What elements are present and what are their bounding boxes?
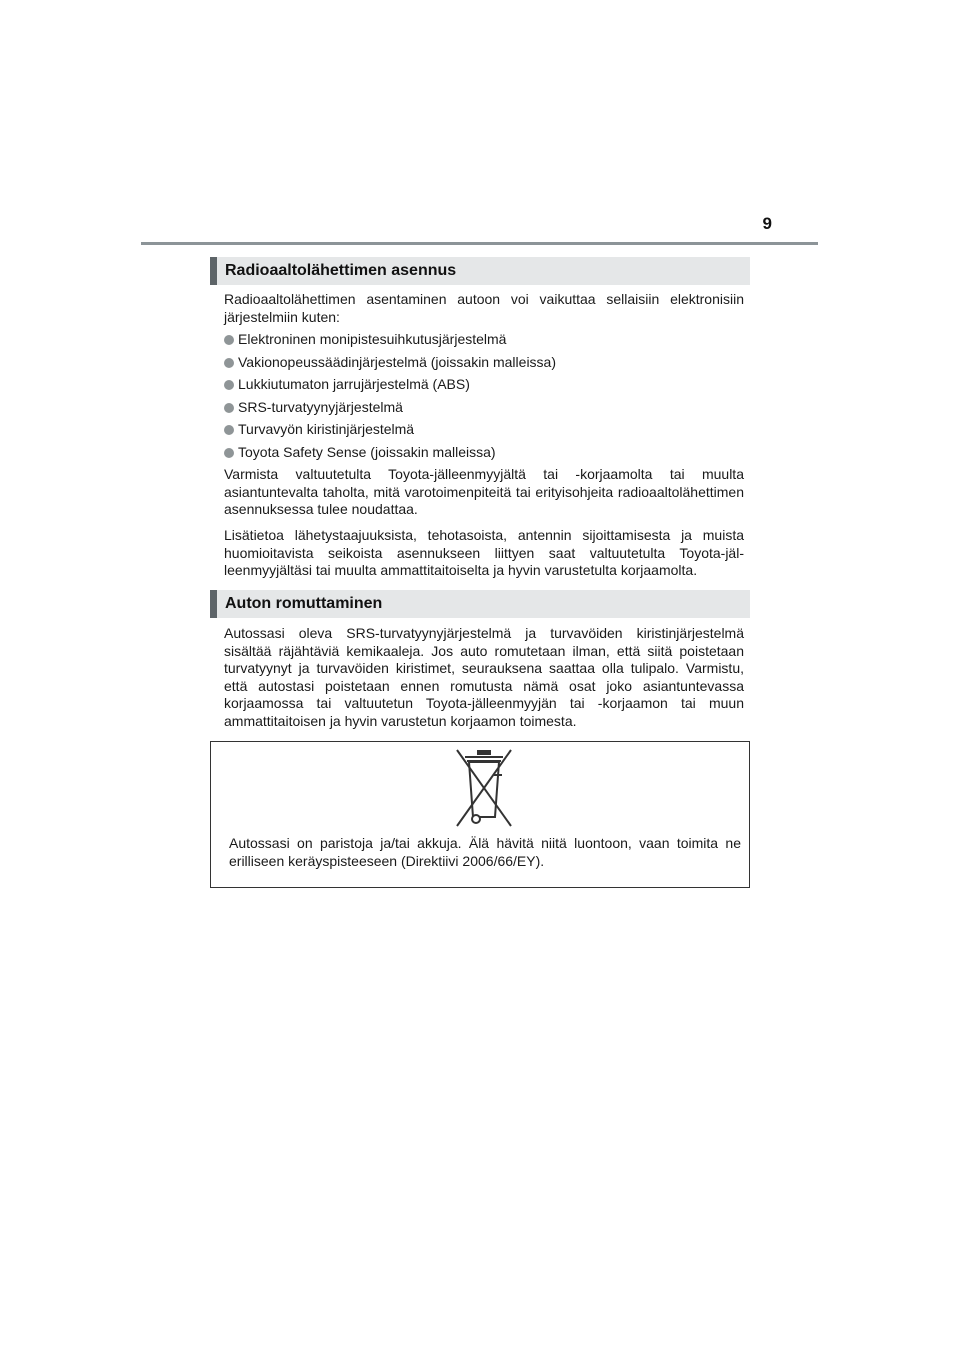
- bullet-icon: [224, 358, 234, 368]
- radio-info-paragraph: Lisätietoa lähetystaajuuksista, tehotasoista, antennin sijoittamisesta ja muista huomioitavista seikoista asennukseen liittyen saat valtuutetulta Toyota-jälleenmyyjältäsi tai muulta ammattitaitoiselta ja hyvin varustetulta korjaamolta.: [224, 527, 744, 578]
- battery-notice-text: Autossasi on paristoja ja/tai akkuja. Älä hävitä niitä luontoon, vaan toimita ne erilliseen keräyspisteeseen (Direktiivi 2006/66/EY).: [229, 835, 741, 869]
- section-header-radio: [210, 257, 750, 285]
- list-item: SRS-turvatyynyjärjestelmä: [224, 399, 744, 422]
- section-title-scrap: Auton romuttaminen: [225, 595, 383, 612]
- section-header-scrap: [210, 590, 750, 618]
- bullet-icon: [224, 335, 234, 345]
- radio-advice-paragraph: Varmista valtuutetulta Toyota-jälleenmyyjältä tai -korjaamolta tai muulta asiantuntevalta taholta, mitä varotoimenpiteitä tai erityisohjeita radioaaltolähettimen asennuksessa tulee noudattaa.: [224, 466, 744, 517]
- crossed-out-wheelie-bin-icon: [449, 747, 519, 829]
- bullet-icon: [224, 448, 234, 458]
- list-item: Elektroninen monipistesuihkutusjärjestelmä: [224, 331, 744, 354]
- bullet-icon: [224, 403, 234, 413]
- battery-disposal-notice: [210, 741, 750, 888]
- bullet-icon: [224, 425, 234, 435]
- radio-intro-text: Radioaaltolähettimen asentaminen autoon voi vaikuttaa sellaisiin elektronisiin järjestelmiin kuten:: [224, 291, 744, 325]
- radio-systems-list: [224, 331, 744, 467]
- scrap-body-text: Autossasi oleva SRS-turvatyynyjärjestelmä ja turvavöiden kiristinjärjestelmä sisältää räjähtäviä kemikaaleja. Jos auto romutetaan ilman, että siitä poistetaan turvatyynyt ja turvavöiden kiristimet, seurauksena saattaa olla tulipalo. Varmistu, että autostasi poistetaan ennen romutusta nämä osat joko asiantuntevassa korjaamossa tai valtuutetun Toyota-jälleenmyyjän tai -korjaamon tai muun ammattitaitoisen ja hyvin varustetun korjaamon toimesta.: [224, 625, 744, 729]
- list-item: Lukkiutumaton jarrujärjestelmä (ABS): [224, 376, 744, 399]
- page-number: 9: [762, 214, 772, 233]
- list-item: Turvavyön kiristinjärjestelmä: [224, 421, 744, 444]
- list-item: Toyota Safety Sense (joissakin malleissa): [224, 444, 744, 467]
- section-title-radio: Radioaaltolähettimen asennus: [225, 262, 457, 279]
- header-rule: [141, 242, 818, 245]
- list-item: Vakionopeussäädinjärjestelmä (joissakin malleissa): [224, 354, 744, 377]
- bullet-icon: [224, 380, 234, 390]
